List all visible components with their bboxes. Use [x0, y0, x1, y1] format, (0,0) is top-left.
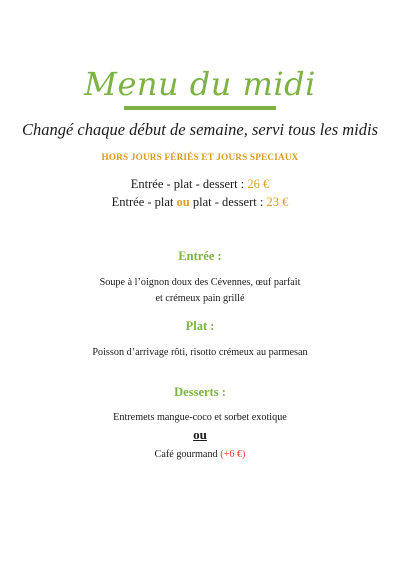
dessert-extra-price: (+6 €)	[220, 449, 246, 460]
formula-partial	[0, 194, 400, 210]
dessert-line-2-text: Café gourmand	[154, 449, 221, 460]
plat-line-1: Poisson d’arrivage rôti, risotto crémeux au parmesan	[92, 347, 308, 358]
formula-full	[0, 176, 400, 192]
entree-line-1: Soupe à l’oignon doux des Cévennes, œuf parfait	[99, 277, 301, 288]
formula-full-text: Entrée - plat - dessert :	[130, 177, 248, 191]
holiday-note: HORS JOURS FÉRIÉS ET JOURS SPECIAUX	[101, 152, 299, 162]
title-underline	[124, 106, 276, 110]
subtitle: Changé chaque début de semaine, servi tous les midis	[21, 120, 379, 139]
section-desserts-heading: Desserts :	[174, 385, 226, 399]
section-entree-heading: Entrée :	[178, 249, 222, 263]
dessert-line-1: Entremets mangue-coco et sorbet exotique	[113, 412, 287, 423]
section-plat-heading: Plat :	[185, 319, 215, 333]
entree-line-2: et crémeux pain grillé	[155, 293, 245, 304]
formula-partial-ou: ou	[176, 195, 190, 209]
formula-partial-text-2: plat - dessert :	[189, 195, 267, 209]
page-title: Menu du midi	[84, 65, 316, 103]
formula-full-price: 26 €	[247, 177, 270, 191]
dessert-ou: ou	[193, 427, 207, 442]
formula-partial-text-1: Entrée - plat	[111, 195, 177, 209]
dessert-line-2	[0, 447, 400, 463]
formula-partial-price: 23 €	[266, 195, 289, 209]
